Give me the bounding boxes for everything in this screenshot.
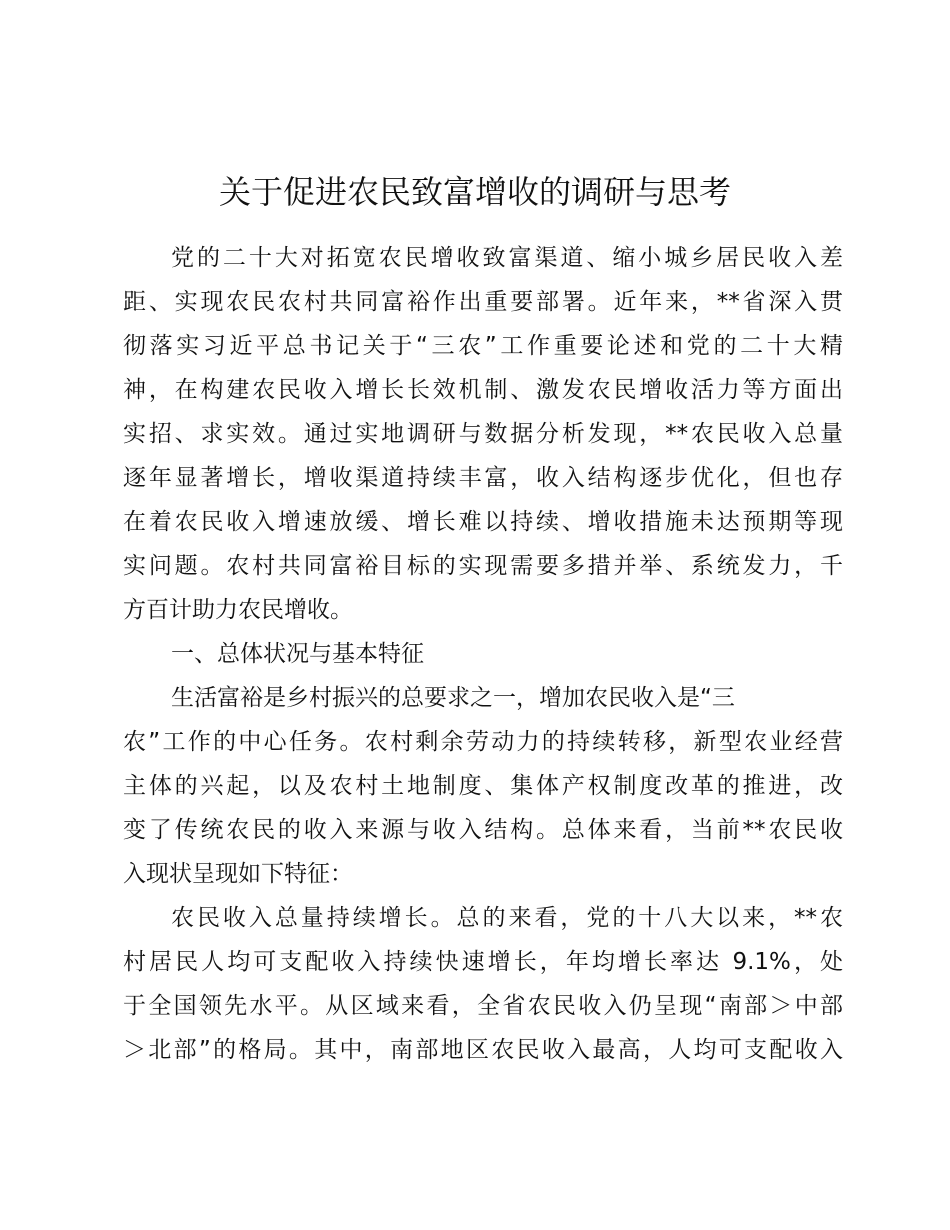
paragraph-line: 主体的兴起，以及农村土地制度、集体产权制度改革的推进，改 — [123, 773, 843, 799]
paragraph-income-growth — [123, 896, 843, 1072]
paragraph-line: 村居民人均可支配收入持续快速增长，年均增长率达 9.1%，处 — [123, 949, 843, 975]
paragraph-overview — [123, 676, 843, 896]
paragraph-line: 神，在构建农民收入增长长效机制、激发农民增收活力等方面出 — [123, 377, 843, 403]
paragraph-line: 变了传统农民的收入来源与收入结构。总体来看，当前**农民收 — [123, 817, 843, 843]
section-heading-text: 一、总体状况与基本特征 — [171, 641, 424, 667]
paragraph-line: 逐年显著增长，增收渠道持续丰富，收入结构逐步优化，但也存 — [123, 465, 843, 491]
paragraph-line: 方百计助力农民增收。 — [123, 597, 353, 623]
paragraph-line: 实招、求实效。通过实地调研与数据分析发现，**农民收入总量 — [123, 421, 843, 447]
paragraph-line: 距、实现农民农村共同富裕作出重要部署。近年来，**省深入贯 — [123, 289, 843, 315]
paragraph-line: 实问题。农村共同富裕目标的实现需要多措并举、系统发力，千 — [123, 553, 843, 579]
paragraph-line: 于全国领先水平。从区域来看，全省农民收入仍呈现“南部＞中部 — [123, 993, 843, 1019]
paragraph-line: ＞北部”的格局。其中，南部地区农民收入最高，人均可支配收入 — [123, 1037, 843, 1063]
paragraph-line: 在着农民收入增速放缓、增长难以持续、增收措施未达预期等现 — [123, 509, 843, 535]
document-body — [123, 236, 843, 1072]
paragraph-line: 生活富裕是乡村振兴的总要求之一，增加农民收入是“三 — [171, 685, 735, 711]
paragraph-intro — [123, 236, 843, 632]
paragraph-line: 入现状呈现如下特征： — [123, 861, 353, 887]
paragraph-line: 农民收入总量持续增长。总的来看，党的十八大以来，**农 — [171, 905, 843, 931]
paragraph-line: 农”工作的中心任务。农村剩余劳动力的持续转移，新型农业经营 — [123, 729, 843, 755]
paragraph-line: 党的二十大对拓宽农民增收致富渠道、缩小城乡居民收入差 — [171, 245, 843, 271]
section-heading — [123, 632, 843, 676]
paragraph-line: 彻落实习近平总书记关于“三农”工作重要论述和党的二十大精 — [123, 333, 843, 359]
document-title: 关于促进农民致富增收的调研与思考 — [218, 173, 731, 211]
